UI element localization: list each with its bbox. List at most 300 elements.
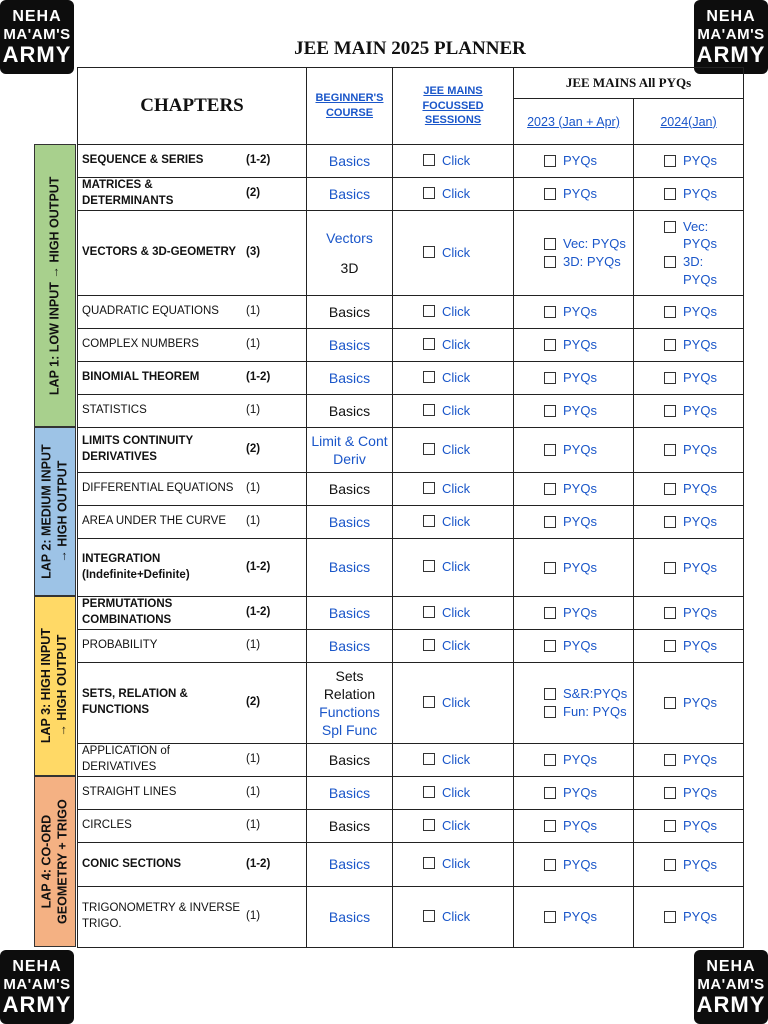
lap-label-text: LAP 1: LOW INPUT → HIGH OUTPUT	[47, 176, 62, 395]
pyq-link[interactable]: PYQs	[683, 638, 717, 654]
chapter-weightage: (2)	[246, 187, 261, 200]
pyq-link[interactable]: PYQs	[683, 442, 717, 458]
course-cell	[307, 843, 393, 887]
pyq-link[interactable]: PYQs	[683, 752, 717, 768]
checkbox[interactable]	[423, 560, 435, 572]
chapter-cell	[78, 473, 307, 506]
checkbox[interactable]	[423, 606, 435, 618]
logo-line1: NEHA	[12, 957, 62, 975]
focussed-session-cell	[393, 473, 514, 506]
pyq-link[interactable]: PYQs	[563, 403, 597, 419]
chapter-cell	[78, 178, 307, 211]
pyq-cell-2023	[514, 395, 634, 428]
course-link[interactable]: Basics	[328, 604, 371, 621]
focussed-session-cell	[393, 663, 514, 744]
focussed-session-cell	[393, 296, 514, 329]
checkbox[interactable]	[664, 444, 676, 456]
logo-line3: ARMY	[2, 41, 72, 67]
checkbox[interactable]	[664, 306, 676, 318]
chapter-weightage: (2)	[246, 696, 261, 709]
course-link[interactable]: Basics	[328, 513, 371, 530]
focussed-session-cell	[393, 744, 514, 777]
focussed-session-cell	[393, 211, 514, 296]
focussed-session-cell	[393, 145, 514, 178]
course-label: Basics	[328, 402, 371, 419]
checkbox[interactable]	[664, 787, 676, 799]
header-year-2024[interactable]: 2024(Jan)	[634, 99, 744, 145]
checkbox[interactable]	[423, 515, 435, 527]
pyq-link[interactable]: PYQs	[563, 785, 597, 801]
lap-label-text: LAP 3: HIGH INPUT → HIGH OUTPUT	[39, 628, 69, 744]
click-link[interactable]: Click	[442, 637, 471, 653]
course-link[interactable]: Basics	[328, 856, 371, 873]
pyq-link[interactable]: PYQs	[563, 186, 597, 202]
checkbox[interactable]	[423, 753, 435, 765]
table-row	[78, 428, 744, 473]
logo-line3: ARMY	[696, 991, 766, 1017]
click-link[interactable]: Click	[442, 784, 471, 800]
chapter-name: DIFFERENTIAL EQUATIONS	[82, 482, 234, 495]
pyq-link[interactable]: PYQs	[563, 442, 597, 458]
pyq-link[interactable]: PYQs	[683, 514, 717, 530]
course-cell	[307, 630, 393, 663]
logo-top-left	[0, 0, 74, 74]
pyq-cell-2024	[634, 506, 744, 539]
checkbox[interactable]	[544, 640, 556, 652]
pyq-link[interactable]: PYQs	[563, 304, 597, 320]
checkbox[interactable]	[544, 256, 556, 268]
table-row	[78, 887, 744, 948]
focussed-session-cell	[393, 428, 514, 473]
checkbox[interactable]	[544, 516, 556, 528]
pyq-cell-2024	[634, 597, 744, 630]
checkbox[interactable]	[544, 911, 556, 923]
focussed-session-cell	[393, 539, 514, 597]
checkbox[interactable]	[664, 405, 676, 417]
pyq-link[interactable]: PYQs	[683, 909, 717, 925]
table-row	[78, 473, 744, 506]
chapter-weightage: (1)	[246, 753, 261, 766]
click-link[interactable]: Click	[442, 480, 471, 496]
chapter-cell	[78, 539, 307, 597]
checkbox[interactable]	[544, 339, 556, 351]
click-link[interactable]: Click	[442, 336, 471, 352]
checkbox[interactable]	[544, 787, 556, 799]
course-link[interactable]: Basics	[328, 908, 371, 925]
checkbox[interactable]	[664, 859, 676, 871]
lap-4-label	[34, 776, 76, 947]
pyq-cell-2024	[634, 145, 744, 178]
click-link[interactable]: Click	[442, 694, 471, 710]
pyq-link[interactable]: 3D: PYQs	[563, 254, 621, 269]
pyq-link[interactable]: Vec: PYQs	[563, 236, 626, 252]
table-row	[78, 506, 744, 539]
lap-label-text: LAP 2: MEDIUM INPUT → HIGH OUTPUT	[39, 444, 69, 579]
pyq-cell-2024	[634, 362, 744, 395]
pyq-link[interactable]: PYQs	[683, 818, 717, 834]
checkbox[interactable]	[664, 339, 676, 351]
focussed-session-cell	[393, 597, 514, 630]
pyq-cell-2023	[514, 329, 634, 362]
course-cell	[307, 777, 393, 810]
course-cell	[307, 597, 393, 630]
pyq-link[interactable]: PYQs	[563, 638, 597, 654]
checkbox[interactable]	[664, 483, 676, 495]
course-cell	[307, 178, 393, 211]
pyq-link[interactable]: PYQs	[683, 337, 717, 353]
chapter-name: TRIGONOMETRY & INVERSE TRIGO.	[82, 902, 241, 930]
click-link[interactable]: Click	[442, 152, 471, 168]
lap-2-label	[34, 427, 76, 596]
click-link[interactable]: Click	[442, 908, 471, 924]
course-label: Basics	[328, 751, 371, 768]
pyq-cell-2023	[514, 597, 634, 630]
course-link[interactable]: Spl Func	[321, 722, 378, 739]
chapter-name: COMPLEX NUMBERS	[82, 338, 199, 351]
pyq-cell-2023	[514, 211, 634, 296]
table-row	[78, 810, 744, 843]
course-label: Relation	[323, 685, 376, 702]
checkbox[interactable]	[664, 697, 676, 709]
lap-1-label	[34, 144, 76, 427]
chapter-name: CONIC SECTIONS	[82, 857, 182, 870]
header-year-2023[interactable]: 2023 (Jan + Apr)	[514, 99, 634, 145]
logo-line2: MA'AM'S	[697, 25, 765, 43]
course-cell	[307, 663, 393, 744]
click-link[interactable]: Click	[442, 751, 471, 767]
checkbox[interactable]	[544, 859, 556, 871]
focussed-session-cell	[393, 362, 514, 395]
pyq-link[interactable]: PYQs	[563, 605, 597, 621]
checkbox[interactable]	[423, 482, 435, 494]
checkbox[interactable]	[544, 188, 556, 200]
pyq-link[interactable]: PYQs	[563, 856, 597, 872]
chapter-cell	[78, 663, 307, 744]
pyq-link[interactable]: PYQs	[683, 785, 717, 801]
checkbox[interactable]	[664, 516, 676, 528]
chapter-name: BINOMIAL THEOREM	[82, 371, 200, 384]
chapter-cell	[78, 428, 307, 473]
pyq-link[interactable]: PYQs	[683, 605, 717, 621]
course-link[interactable]: Functions	[319, 704, 380, 720]
table-row	[78, 744, 744, 777]
course-cell	[307, 810, 393, 843]
checkbox[interactable]	[544, 372, 556, 384]
checkbox[interactable]	[423, 371, 435, 383]
click-link[interactable]: Click	[442, 185, 471, 201]
checkbox[interactable]	[664, 221, 676, 233]
click-link[interactable]: Click	[442, 559, 471, 575]
course-cell	[307, 744, 393, 777]
table-row	[78, 178, 744, 211]
checkbox[interactable]	[664, 607, 676, 619]
table-row	[78, 211, 744, 296]
pyq-cell-2024	[634, 777, 744, 810]
chapter-cell	[78, 211, 307, 296]
chapter-weightage: (1-2)	[246, 560, 271, 573]
chapter-weightage: (1)	[246, 786, 261, 799]
page-title: JEE MAIN 2025 PLANNER	[294, 38, 526, 59]
chapter-cell	[78, 810, 307, 843]
table-row	[78, 329, 744, 362]
chapter-name: PERMUTATIONS COMBINATIONS	[82, 598, 173, 626]
course-label: Basics	[328, 480, 371, 497]
chapter-cell	[78, 887, 307, 948]
chapter-cell	[78, 362, 307, 395]
chapter-name: QUADRATIC EQUATIONS	[82, 305, 219, 318]
pyq-link[interactable]: PYQs	[563, 514, 597, 530]
pyq-link[interactable]: PYQs	[683, 403, 717, 419]
pyq-cell-2024	[634, 810, 744, 843]
click-link[interactable]: Click	[442, 513, 471, 529]
pyq-cell-2023	[514, 296, 634, 329]
chapter-cell	[78, 597, 307, 630]
checkbox[interactable]	[544, 607, 556, 619]
chapter-weightage: (1)	[246, 305, 261, 318]
logo-line1: NEHA	[12, 7, 62, 25]
checkbox[interactable]	[423, 639, 435, 651]
course-link[interactable]: Deriv	[333, 451, 366, 467]
pyq-link[interactable]: PYQs	[563, 559, 597, 575]
course-label: Basics	[328, 817, 371, 834]
pyq-cell-2024	[634, 473, 744, 506]
click-link[interactable]: Click	[442, 817, 471, 833]
pyq-cell-2024	[634, 296, 744, 329]
checkbox[interactable]	[423, 154, 435, 166]
chapter-weightage: (1-2)	[246, 154, 271, 167]
checkbox[interactable]	[544, 820, 556, 832]
checkbox[interactable]	[664, 188, 676, 200]
course-cell	[307, 395, 393, 428]
checkbox[interactable]	[664, 256, 676, 268]
table-row	[78, 395, 744, 428]
chapter-name: CIRCLES	[82, 819, 132, 832]
checkbox[interactable]	[544, 562, 556, 574]
pyq-link[interactable]: PYQs	[683, 186, 717, 202]
pyq-link[interactable]: PYQs	[563, 153, 597, 169]
pyq-cell-2024	[634, 329, 744, 362]
click-link[interactable]: Click	[442, 856, 471, 872]
pyq-cell-2023	[514, 843, 634, 887]
chapter-name: SEQUENCE & SERIES	[82, 154, 204, 167]
pyq-link[interactable]: PYQs	[563, 337, 597, 353]
click-link[interactable]: Click	[442, 441, 471, 457]
course-link[interactable]: Basics	[328, 336, 371, 353]
click-link[interactable]: Click	[442, 303, 471, 319]
focussed-session-cell	[393, 178, 514, 211]
pyq-link[interactable]: PYQs	[563, 909, 597, 925]
course-cell	[307, 362, 393, 395]
checkbox[interactable]	[544, 306, 556, 318]
focussed-session-cell	[393, 843, 514, 887]
logo-line1: NEHA	[706, 7, 756, 25]
chapter-cell	[78, 744, 307, 777]
pyq-link[interactable]: PYQs	[563, 481, 597, 497]
chapter-name: MATRICES & DETERMINANTS	[82, 179, 174, 207]
table-row	[78, 777, 744, 810]
checkbox[interactable]	[423, 819, 435, 831]
checkbox[interactable]	[544, 238, 556, 250]
table-row	[78, 145, 744, 178]
pyq-cell-2023	[514, 145, 634, 178]
header-focussed-sessions-label: JEE MAINS FOCUSSED SESSIONS	[422, 84, 484, 127]
checkbox[interactable]	[423, 857, 435, 869]
focussed-session-cell	[393, 777, 514, 810]
chapter-weightage: (2)	[246, 443, 261, 456]
pyq-cell-2023	[514, 473, 634, 506]
course-cell	[307, 506, 393, 539]
chapter-cell	[78, 777, 307, 810]
pyq-link[interactable]: Fun: PYQs	[563, 704, 627, 719]
pyq-link[interactable]: PYQs	[683, 695, 717, 711]
course-label: Sets	[335, 667, 364, 684]
checkbox[interactable]	[664, 155, 676, 167]
pyq-link[interactable]: PYQs	[563, 752, 597, 768]
course-label: Basics	[328, 303, 371, 320]
pyq-link[interactable]: S&R:PYQs	[563, 686, 628, 702]
pyq-cell-2023	[514, 539, 634, 597]
pyq-cell-2023	[514, 887, 634, 948]
table-row	[78, 630, 744, 663]
table-row	[78, 362, 744, 395]
checkbox[interactable]	[423, 786, 435, 798]
pyq-link[interactable]: PYQs	[683, 370, 717, 386]
checkbox[interactable]	[664, 372, 676, 384]
chapter-name: AREA UNDER THE CURVE	[82, 515, 226, 528]
chapter-cell	[78, 145, 307, 178]
checkbox[interactable]	[544, 405, 556, 417]
course-cell	[307, 428, 393, 473]
logo-bottom-right	[694, 950, 768, 1024]
logo-top-right	[694, 0, 768, 74]
pyq-cell-2023	[514, 178, 634, 211]
course-link[interactable]: Basics	[328, 152, 371, 169]
pyq-link[interactable]: PYQs	[683, 153, 717, 169]
pyq-link[interactable]: PYQs	[683, 559, 717, 575]
pyq-cell-2024	[634, 428, 744, 473]
course-link[interactable]: Limit & Cont	[311, 432, 388, 449]
chapter-weightage: (1)	[246, 910, 261, 923]
pyq-link[interactable]: PYQs	[683, 481, 717, 497]
chapter-weightage: (1-2)	[246, 371, 271, 384]
course-link[interactable]: Basics	[328, 784, 371, 801]
checkbox[interactable]	[664, 562, 676, 574]
header-all-pyqs: JEE MAINS All PYQs	[514, 68, 744, 99]
chapter-cell	[78, 329, 307, 362]
logo-line3: ARMY	[2, 991, 72, 1017]
chapter-weightage: (1-2)	[246, 606, 271, 619]
table-row	[78, 296, 744, 329]
header-chapters: CHAPTERS	[78, 68, 307, 145]
checkbox[interactable]	[664, 911, 676, 923]
table-row	[78, 597, 744, 630]
pyq-link[interactable]: 3D: PYQs	[683, 254, 717, 287]
course-cell	[307, 296, 393, 329]
header-focussed-sessions[interactable]	[393, 68, 514, 145]
checkbox[interactable]	[544, 155, 556, 167]
pyq-cell-2024	[634, 744, 744, 777]
pyq-cell-2023	[514, 506, 634, 539]
chapter-name: STATISTICS	[82, 404, 147, 417]
checkbox[interactable]	[423, 910, 435, 922]
pyq-cell-2024	[634, 395, 744, 428]
pyq-cell-2024	[634, 630, 744, 663]
table-row	[78, 539, 744, 597]
course-cell	[307, 887, 393, 948]
pyq-cell-2023	[514, 777, 634, 810]
course-link[interactable]: Vectors	[326, 229, 373, 246]
course-link[interactable]: Basics	[328, 559, 371, 576]
chapter-name: INTEGRATION (Indefinite+Definite)	[82, 552, 190, 581]
pyq-cell-2024	[634, 663, 744, 744]
pyq-link[interactable]: PYQs	[683, 856, 717, 872]
checkbox[interactable]	[423, 338, 435, 350]
pyq-cell-2023	[514, 744, 634, 777]
pyq-link[interactable]: PYQs	[683, 304, 717, 320]
pyq-cell-2023	[514, 663, 634, 744]
checkbox[interactable]	[423, 443, 435, 455]
pyq-link[interactable]: Vec: PYQs	[683, 218, 717, 252]
pyq-cell-2024	[634, 887, 744, 948]
checkbox[interactable]	[423, 187, 435, 199]
course-link[interactable]: Basics	[328, 369, 371, 386]
chapter-weightage: (1)	[246, 404, 261, 417]
checkbox[interactable]	[544, 444, 556, 456]
checkbox[interactable]	[544, 688, 556, 700]
chapter-weightage: (1)	[246, 338, 261, 351]
course-cell	[307, 211, 393, 296]
course-link[interactable]: Basics	[328, 637, 371, 654]
lap-3-label	[34, 596, 76, 776]
chapter-weightage: (1)	[246, 482, 261, 495]
pyq-cell-2023	[514, 810, 634, 843]
checkbox[interactable]	[544, 754, 556, 766]
pyq-cell-2023	[514, 362, 634, 395]
course-cell	[307, 329, 393, 362]
course-link[interactable]: Basics	[328, 185, 371, 202]
click-link[interactable]: Click	[442, 604, 471, 620]
chapter-cell	[78, 630, 307, 663]
checkbox[interactable]	[664, 820, 676, 832]
pyq-link[interactable]: PYQs	[563, 370, 597, 386]
checkbox[interactable]	[544, 483, 556, 495]
checkbox[interactable]	[664, 754, 676, 766]
pyq-link[interactable]: PYQs	[563, 818, 597, 834]
pyq-cell-2023	[514, 428, 634, 473]
click-link[interactable]: Click	[442, 402, 471, 418]
chapter-weightage: (1)	[246, 819, 261, 832]
logo-bottom-left	[0, 950, 74, 1024]
header-beginners-course-label: BEGINNER'S COURSE	[315, 92, 384, 119]
focussed-session-cell	[393, 329, 514, 362]
checkbox[interactable]	[423, 305, 435, 317]
checkbox[interactable]	[423, 404, 435, 416]
click-link[interactable]: Click	[442, 244, 471, 260]
checkbox[interactable]	[423, 696, 435, 708]
chapter-cell	[78, 843, 307, 887]
checkbox[interactable]	[423, 246, 435, 258]
course-cell	[307, 473, 393, 506]
checkbox[interactable]	[544, 706, 556, 718]
course-label: 3D	[340, 260, 359, 276]
chapter-cell	[78, 506, 307, 539]
logo-line1: NEHA	[706, 957, 756, 975]
focussed-session-cell	[393, 810, 514, 843]
header-beginners-course[interactable]	[307, 68, 393, 145]
chapter-name: LIMITS CONTINUITY DERIVATIVES	[82, 435, 193, 463]
click-link[interactable]: Click	[442, 369, 471, 385]
checkbox[interactable]	[664, 640, 676, 652]
